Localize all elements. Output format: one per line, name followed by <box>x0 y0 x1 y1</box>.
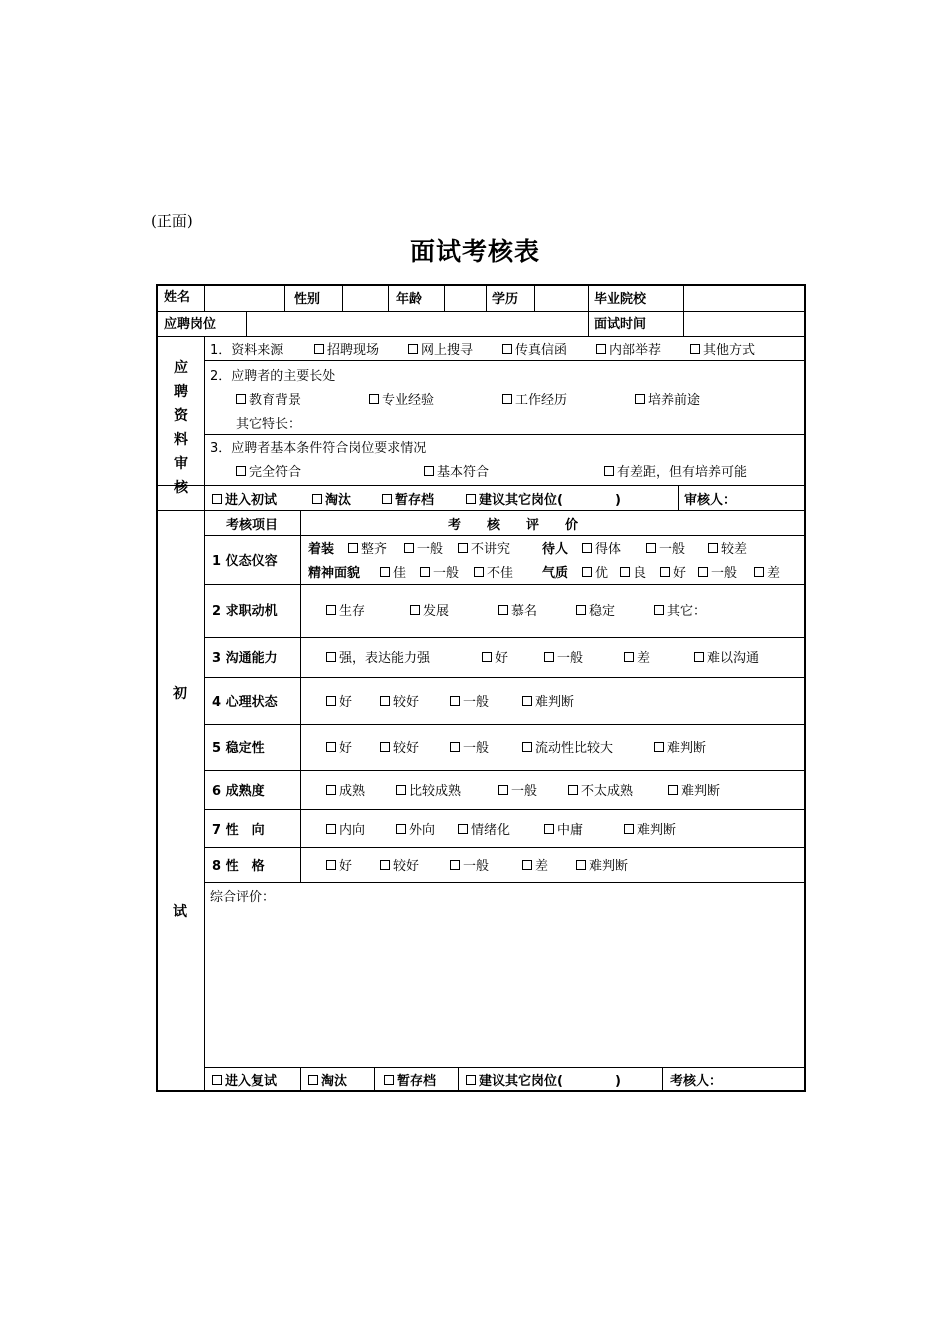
stability-option[interactable]: 难判断 <box>654 741 706 756</box>
fit-question: 3．应聘者基本条件符合岗位要求情况 <box>210 441 427 456</box>
personality-option[interactable]: 一般 <box>450 859 489 874</box>
spirit-option[interactable]: 不佳 <box>474 566 513 581</box>
reviewer-label: 审核人： <box>684 493 737 508</box>
maturity-option[interactable]: 成熟 <box>326 784 365 799</box>
review-decision[interactable]: 淘汰 <box>312 493 351 508</box>
assessor-label: 考核人： <box>670 1074 723 1089</box>
communication-option[interactable]: 一般 <box>544 651 583 666</box>
strength-option[interactable]: 培养前途 <box>635 393 700 408</box>
temperament-option[interactable]: 良 <box>620 566 646 581</box>
spirit-option[interactable]: 佳 <box>380 566 406 581</box>
fit-option[interactable]: 基本符合 <box>424 465 489 480</box>
source-question: 1．资料来源 <box>210 343 284 358</box>
stability-option[interactable]: 较好 <box>380 741 419 756</box>
personality-option[interactable]: 难判断 <box>576 859 628 874</box>
school-label: 毕业院校 <box>594 292 647 307</box>
review-side-char: 料 <box>174 432 188 448</box>
temperament-label: 气质 <box>542 566 569 581</box>
item-label: 4 心理状态 <box>212 695 278 710</box>
orientation-option[interactable]: 中庸 <box>544 823 583 838</box>
motivation-option[interactable]: 稳定 <box>576 604 615 619</box>
page-side-note: (正面) <box>151 212 193 230</box>
personality-option[interactable]: 较好 <box>380 859 419 874</box>
dress-option[interactable]: 整齐 <box>348 542 387 557</box>
maturity-option[interactable]: 难判断 <box>668 784 720 799</box>
position-label: 应聘岗位 <box>164 317 217 332</box>
item-label: 7 性 向 <box>212 823 265 838</box>
motivation-option[interactable]: 发展 <box>410 604 449 619</box>
temperament-option[interactable]: 一般 <box>698 566 737 581</box>
review-side-char: 审 <box>174 456 188 472</box>
dress-option[interactable]: 不讲究 <box>458 542 510 557</box>
strength-option[interactable]: 专业经验 <box>369 393 434 408</box>
review-side-char: 应 <box>174 360 188 376</box>
initial-decision[interactable]: 暂存档 <box>384 1074 436 1089</box>
mental-state-option[interactable]: 较好 <box>380 695 419 710</box>
fit-option[interactable]: 有差距，但有培养可能 <box>604 465 747 480</box>
strength-option[interactable]: 工作经历 <box>502 393 567 408</box>
source-option[interactable]: 网上搜寻 <box>408 343 473 358</box>
review-decision[interactable]: 建议其它岗位( ) <box>466 493 621 508</box>
spirit-option[interactable]: 一般 <box>420 566 459 581</box>
page-title: 面试考核表 <box>409 237 540 266</box>
initial-side-label-bottom: 试 <box>173 904 187 920</box>
orientation-option[interactable]: 外向 <box>396 823 435 838</box>
item-label: 2 求职动机 <box>212 604 278 619</box>
review-decision[interactable]: 暂存档 <box>382 493 434 508</box>
mental-state-option[interactable]: 好 <box>326 695 352 710</box>
age-label: 年龄 <box>396 292 423 307</box>
review-decision[interactable]: 进入初试 <box>212 493 277 508</box>
temperament-option[interactable]: 好 <box>660 566 686 581</box>
source-option[interactable]: 招聘现场 <box>314 343 379 358</box>
stability-option[interactable]: 流动性比较大 <box>522 741 613 756</box>
name-label: 姓名 <box>164 290 191 305</box>
item-column-header: 考核项目 <box>226 518 279 533</box>
item-label: 1 仪态仪容 <box>212 554 278 569</box>
gender-label: 性别 <box>294 292 321 307</box>
orientation-option[interactable]: 情绪化 <box>458 823 510 838</box>
personality-option[interactable]: 好 <box>326 859 352 874</box>
review-side-char: 聘 <box>174 384 188 400</box>
source-option[interactable]: 其他方式 <box>690 343 755 358</box>
motivation-option[interactable]: 其它： <box>654 604 706 619</box>
strengths-question: 2．应聘者的主要长处 <box>210 369 336 384</box>
mental-state-option[interactable]: 难判断 <box>522 695 574 710</box>
evaluation-column-header: 考 核 评 价 <box>448 518 579 533</box>
communication-option[interactable]: 好 <box>482 651 508 666</box>
source-option[interactable]: 内部举荐 <box>596 343 661 358</box>
manner-option[interactable]: 较差 <box>708 542 747 557</box>
review-side-char: 核 <box>174 480 188 496</box>
personality-option[interactable]: 差 <box>522 859 548 874</box>
communication-option[interactable]: 差 <box>624 651 650 666</box>
fit-option[interactable]: 完全符合 <box>236 465 301 480</box>
maturity-option[interactable]: 比较成熟 <box>396 784 461 799</box>
stability-option[interactable]: 一般 <box>450 741 489 756</box>
orientation-option[interactable]: 内向 <box>326 823 365 838</box>
orientation-option[interactable]: 难判断 <box>624 823 676 838</box>
item-label: 3 沟通能力 <box>212 651 278 666</box>
dress-option[interactable]: 一般 <box>404 542 443 557</box>
maturity-option[interactable]: 不太成熟 <box>568 784 633 799</box>
other-strengths-label: 其它特长： <box>236 417 302 432</box>
communication-option[interactable]: 强，表达能力强 <box>326 651 430 666</box>
initial-decision[interactable]: 建议其它岗位( ) <box>466 1074 621 1089</box>
communication-option[interactable]: 难以沟通 <box>694 651 759 666</box>
dress-label: 着装 <box>308 542 335 557</box>
motivation-option[interactable]: 慕名 <box>498 604 537 619</box>
item-label: 5 稳定性 <box>212 741 265 756</box>
initial-decision[interactable]: 进入复试 <box>212 1074 277 1089</box>
item-label: 8 性 格 <box>212 859 265 874</box>
item-label: 6 成熟度 <box>212 784 265 799</box>
review-side-label <box>170 356 192 500</box>
interview-form <box>156 284 806 1092</box>
manner-option[interactable]: 得体 <box>582 542 621 557</box>
manner-option[interactable]: 一般 <box>646 542 685 557</box>
temperament-option[interactable]: 优 <box>582 566 608 581</box>
temperament-option[interactable]: 差 <box>754 566 780 581</box>
manner-label: 待人 <box>542 542 569 557</box>
maturity-option[interactable]: 一般 <box>498 784 537 799</box>
education-label: 学历 <box>492 292 519 307</box>
mental-state-option[interactable]: 一般 <box>450 695 489 710</box>
summary-field[interactable] <box>210 910 796 1060</box>
source-option[interactable]: 传真信函 <box>502 343 567 358</box>
summary-label: 综合评价： <box>210 890 276 905</box>
interview-time-label: 面试时间 <box>594 317 647 332</box>
spirit-label: 精神面貌 <box>308 566 361 581</box>
stability-option[interactable]: 好 <box>326 741 352 756</box>
initial-decision[interactable]: 淘汰 <box>308 1074 347 1089</box>
strength-option[interactable]: 教育背景 <box>236 393 301 408</box>
motivation-option[interactable]: 生存 <box>326 604 365 619</box>
review-side-char: 资 <box>174 408 188 424</box>
initial-side-label-top: 初 <box>173 686 187 702</box>
